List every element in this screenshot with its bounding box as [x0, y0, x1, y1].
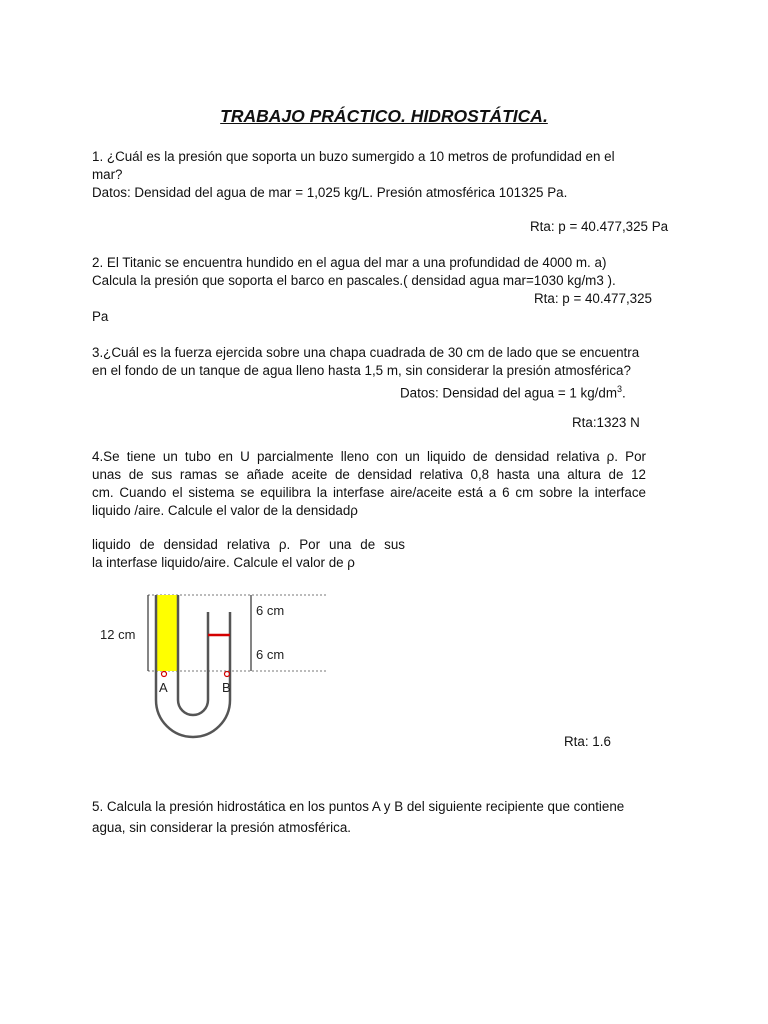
label-6cm-top: 6 cm: [256, 603, 285, 618]
u-tube-inner-wall: [178, 595, 208, 715]
q3-line1: 3.¿Cuál es la fuerza ejercida sobre una chapa cuadrada de 30 cm de lado que se encuentra: [92, 345, 640, 360]
q1-answer: Rta: p = 40.477,325 Pa: [530, 219, 669, 234]
q1-line2: mar?: [92, 167, 123, 182]
q2-answer: Rta: p = 40.477,325: [534, 291, 653, 306]
q4-line2: unas de sus ramas se añade aceite de densidad relativa 0,8 hasta una altura de 12: [92, 467, 646, 482]
q4-line1: 4.Se tiene un tubo en U parcialmente lleno con un liquido de densidad relativa ρ. Por: [92, 449, 646, 464]
label-12cm: 12 cm: [100, 627, 136, 642]
label-b: B: [222, 680, 231, 695]
point-a-marker: [162, 672, 167, 677]
q3-data-suffix: .: [622, 385, 626, 401]
q1-line1: 1. ¿Cuál es la presión que soporta un buzo sumergido a 10 metros de profundidad en el: [92, 149, 615, 164]
q1-data: Datos: Densidad del agua de mar = 1,025 kg/L. Presión atmosférica 101325 Pa.: [92, 185, 568, 200]
page-title: TRABAJO PRÁCTICO. HIDROSTÁTICA.: [220, 106, 548, 126]
q4-line4: liquido /aire. Calcule el valor de la densidadρ: [92, 503, 358, 518]
q2-line1: 2. El Titanic se encuentra hundido en el agua del mar a una profundidad de 4000 m. a): [92, 255, 607, 270]
oil-column: [157, 595, 177, 671]
u-tube-figure: [90, 582, 330, 746]
q4-fragment2: la interfase liquido/aire. Calcule el valor de ρ: [92, 555, 355, 570]
q5-line2: agua, sin considerar la presión atmosférica.: [92, 820, 352, 835]
label-a: A: [159, 680, 168, 695]
q3-answer: Rta:1323 N: [572, 415, 640, 430]
q3-line2: en el fondo de un tanque de agua lleno hasta 1,5 m, sin considerar la presión atmosférica?: [92, 363, 631, 378]
q2-line2: Calcula la presión que soporta el barco en pascales.( densidad agua mar=1030 kg/m3 ).: [92, 273, 616, 288]
q4-answer: Rta: 1.6: [564, 734, 611, 749]
q3-data-text: Datos: Densidad del agua = 1 kg/dm: [400, 385, 617, 401]
q4-fragment1: liquido de densidad relativa ρ. Por una de sus: [92, 537, 405, 552]
q4-line3: cm. Cuando el sistema se equilibra la interfase aire/aceite está a 6 cm sobre la interface: [92, 485, 646, 500]
q3-data-sup: 3: [617, 384, 623, 394]
label-6cm-bottom: 6 cm: [256, 647, 285, 662]
q5-line1: 5. Calcula la presión hidrostática en los puntos A y B del siguiente recipiente que contiene: [92, 799, 625, 814]
q2-answer-unit: Pa: [92, 309, 109, 324]
q3-data: [400, 380, 626, 402]
